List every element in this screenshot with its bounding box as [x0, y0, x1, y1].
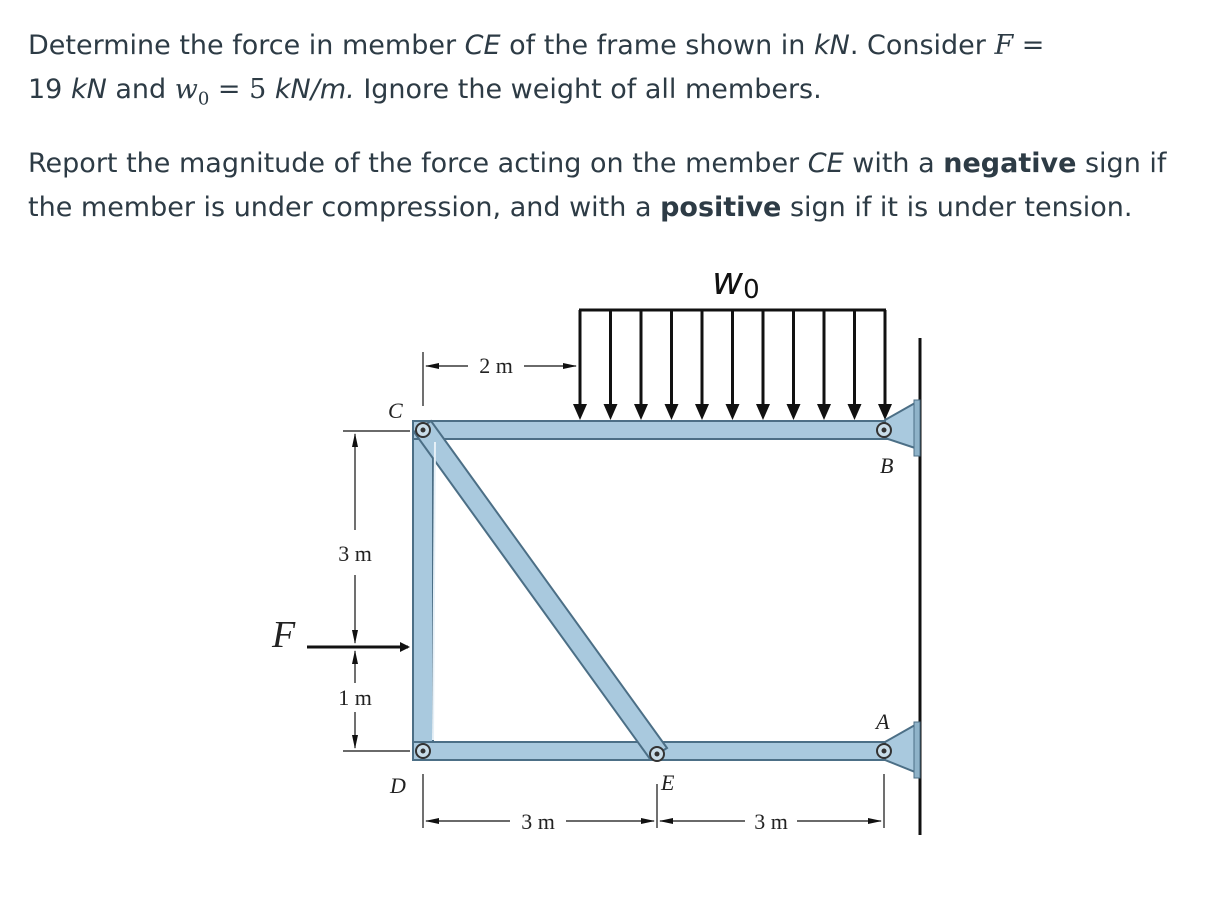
joint-label-a: A: [876, 709, 890, 734]
dim-bottom: [423, 774, 884, 834]
load-arrow-head: [634, 404, 648, 420]
dim-vertical: [338, 431, 410, 751]
q1-f-value: 19: [28, 74, 63, 105]
joint-label-b: B: [880, 453, 894, 478]
load-label-w: w: [712, 259, 744, 303]
joint-label-e: E: [661, 770, 675, 795]
q1-equals-2: = 5: [209, 74, 275, 105]
force-f-label: F: [272, 614, 296, 656]
pin-e-center: [655, 752, 660, 757]
q2-positive-word: positive: [660, 192, 782, 223]
plate-b: [914, 400, 920, 456]
q1-f-symbol: F: [994, 30, 1014, 61]
pin-b-center: [882, 428, 887, 433]
q1-text-5: Ignore the weight of all members.: [354, 74, 822, 105]
q1-text-3: . Consider: [849, 30, 995, 61]
pin-d-center: [421, 749, 426, 754]
load-arrow-head: [604, 404, 618, 420]
q1-text-4: and: [106, 74, 175, 105]
q1-unit-kn: kN: [813, 30, 850, 61]
load-arrow-head: [695, 404, 709, 420]
load-arrow-head: [665, 404, 679, 420]
q2-negative-word: negative: [943, 148, 1077, 179]
member-cb: [413, 421, 903, 439]
q2-text-4: sign if it is under tension.: [781, 192, 1133, 223]
q1-member-ce: CE: [464, 30, 501, 61]
q1-equals-1: =: [1013, 30, 1045, 61]
load-arrows: [573, 310, 892, 420]
force-f: [271, 614, 408, 656]
q2-text-2: with a: [843, 148, 944, 179]
load-arrow-head: [756, 404, 770, 420]
q1-f-unit: kN: [70, 74, 107, 105]
load-arrow-head: [726, 404, 740, 420]
dim-v-lower-label: 1 m: [338, 685, 372, 710]
q1-w-symbol: w: [174, 74, 198, 105]
distributed-load: [573, 310, 892, 420]
load-arrow-head: [573, 404, 587, 420]
dim-top-label: 2 m: [479, 353, 513, 378]
member-cd: [413, 432, 433, 760]
frame-members: [413, 421, 905, 760]
pin-c-center: [421, 428, 426, 433]
q1-w-subscript: 0: [197, 88, 210, 110]
q2-member-ce: CE: [807, 148, 844, 179]
dim-v-upper-label: 3 m: [338, 541, 372, 566]
load-arrow-head: [848, 404, 862, 420]
joint-label-d: D: [390, 773, 406, 798]
dim-top: [423, 352, 576, 406]
pin-a-center: [882, 749, 887, 754]
load-arrow-head: [817, 404, 831, 420]
plate-a: [914, 722, 920, 778]
joint-label-c: C: [388, 398, 403, 423]
load-label: [712, 259, 760, 305]
q1-text-2: of the frame shown in: [500, 30, 814, 61]
q1-text-1: Determine the force in member: [28, 30, 465, 61]
q2-text-1: Report the magnitude of the force acting on the member: [28, 148, 808, 179]
dim-b-right-label: 3 m: [754, 809, 788, 834]
member-ce: [414, 421, 667, 759]
load-label-subscript: 0: [743, 275, 760, 305]
pins: [416, 423, 894, 761]
q1-w-unit: kN/m.: [274, 74, 355, 105]
dim-b-left-label: 3 m: [521, 809, 555, 834]
load-arrow-head: [787, 404, 801, 420]
q2-text-3: sign if the member is under compression, and with a: [28, 148, 1167, 223]
